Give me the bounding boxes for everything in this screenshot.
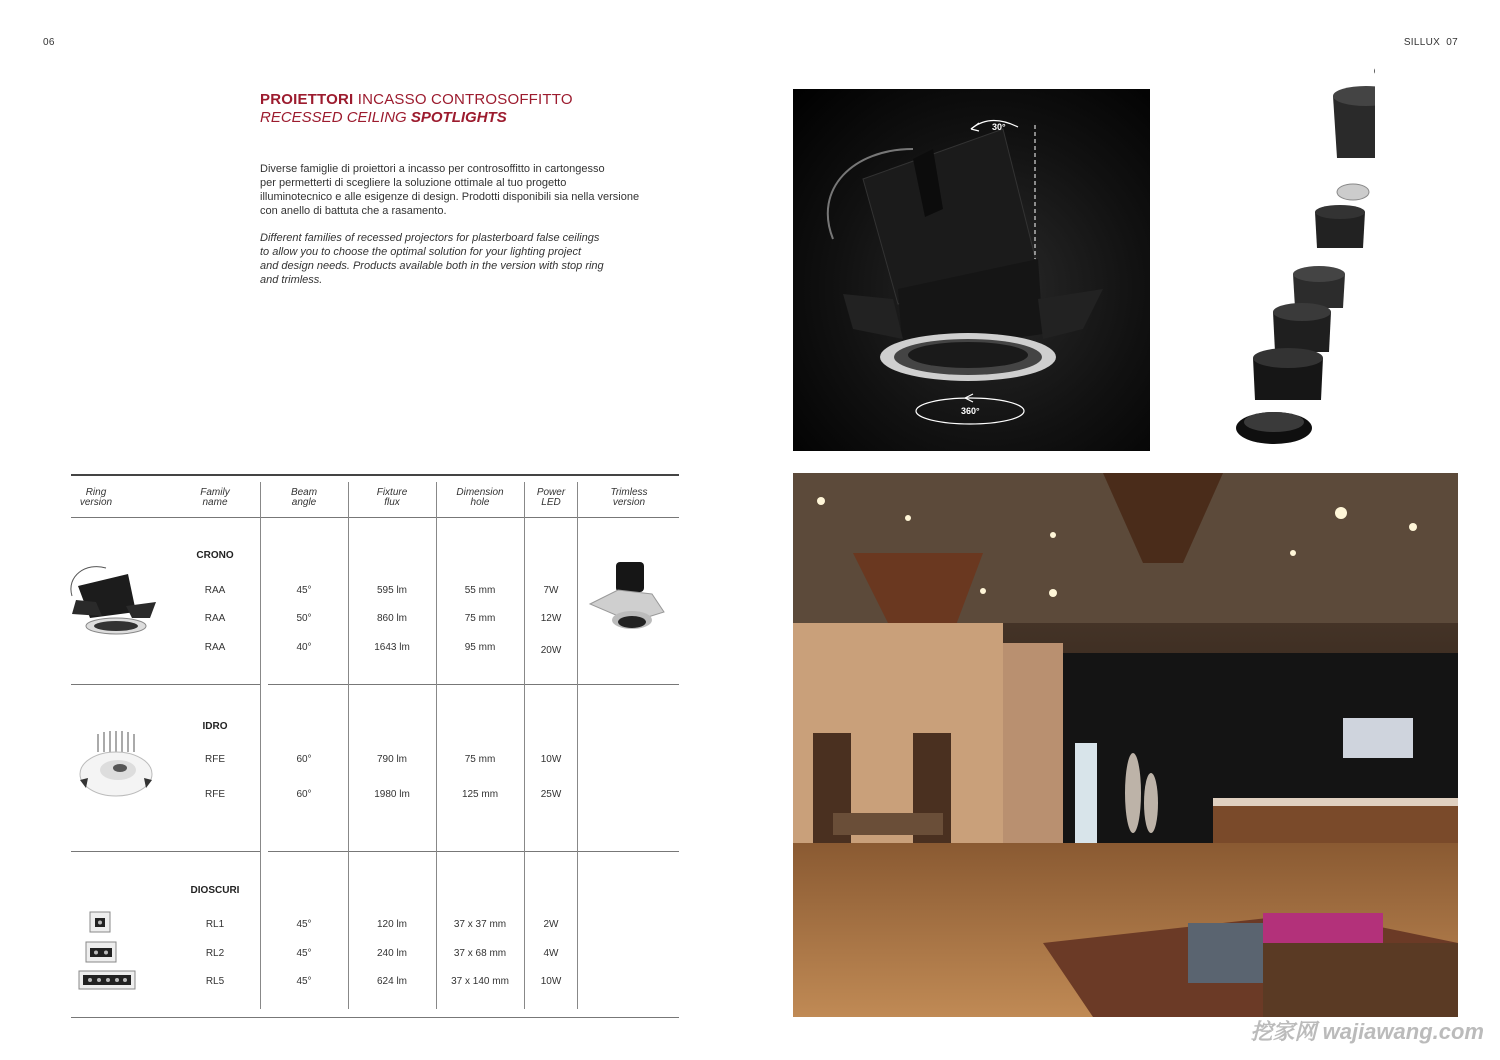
header-dimension-hole <box>440 488 520 508</box>
dioscuri-rl2-image <box>85 941 117 963</box>
header-rule <box>71 517 679 518</box>
cell-beam: 45° <box>296 976 312 987</box>
column-divider <box>524 482 525 1009</box>
cell-power: 2W <box>543 919 559 930</box>
cell-power: 12W <box>540 613 562 624</box>
intro-en-line: Different families of recessed projectors for plasterboard false ceilings <box>260 232 600 244</box>
header-line: angle <box>291 497 317 508</box>
family-dioscuri: DIOSCURI <box>190 885 240 896</box>
cell-hole: 95 mm <box>464 642 496 653</box>
intro-english <box>260 231 680 287</box>
rotation-label: 360° <box>961 406 980 416</box>
cell-flux: 624 lm <box>376 976 407 987</box>
cell-code: RL5 <box>205 976 225 987</box>
cell-code: RAA <box>204 613 226 624</box>
cell-power: 7W <box>543 585 559 596</box>
header-line: Fixture <box>376 487 408 498</box>
cell-beam: 45° <box>296 948 312 959</box>
header-line: hole <box>470 497 490 508</box>
spotlight-illustration <box>793 89 1150 451</box>
cell-flux: 1643 lm <box>374 642 410 653</box>
heading-italian <box>260 91 573 108</box>
table-top-rule <box>71 474 679 476</box>
page-number-left: 06 <box>43 37 55 48</box>
heading-english <box>260 109 507 126</box>
cell-code: RAA <box>204 585 226 596</box>
cell-code: RFE <box>205 754 225 765</box>
header-fixture-flux <box>352 488 432 508</box>
intro-it-line: per permetterti di scegliere la soluzione ottimale al tuo progetto <box>260 177 567 189</box>
column-divider <box>348 482 349 1009</box>
header-ring-version <box>68 488 124 508</box>
header-line: name <box>202 497 228 508</box>
header-beam-angle <box>264 488 344 508</box>
cell-power: 10W <box>540 976 562 987</box>
intro-it-line: illuminotecnico e alle esigenze di design. Prodotti disponibili sia nella versione <box>260 191 640 203</box>
cell-hole: 55 mm <box>464 585 496 596</box>
dioscuri-rl1-image <box>89 911 111 933</box>
section-rule <box>71 851 260 852</box>
cell-flux: 120 lm <box>376 919 407 930</box>
cell-code: RAA <box>204 642 226 653</box>
cell-flux: 240 lm <box>376 948 407 959</box>
cell-hole: 37 x 37 mm <box>453 919 507 930</box>
cell-beam: 40° <box>296 642 312 653</box>
cell-hole: 37 x 68 mm <box>453 948 507 959</box>
cell-hole: 125 mm <box>461 789 499 800</box>
watermark: 挖家网 wajiawang.com <box>1250 1019 1484 1044</box>
cell-flux: 790 lm <box>376 754 407 765</box>
header-trimless-version <box>589 488 669 508</box>
cell-power: 25W <box>540 789 562 800</box>
intro-en-line: and trimless. <box>260 274 323 286</box>
column-divider <box>260 482 261 1009</box>
cell-beam: 45° <box>296 919 312 930</box>
intro-it-line: Diverse famiglie di proiettori a incasso per controsoffitto in cartongesso <box>260 163 605 175</box>
cell-hole: 37 x 140 mm <box>451 976 509 987</box>
cell-hole: 75 mm <box>464 754 496 765</box>
column-divider <box>436 482 437 1009</box>
heading-italian-bold: PROIETTORI <box>260 91 354 108</box>
intro-en-line: to allow you to choose the optimal solution for your lighting project <box>260 246 582 258</box>
header-line: LED <box>541 497 561 508</box>
cell-beam: 60° <box>296 789 312 800</box>
brand-name: SILLUX <box>1403 37 1441 48</box>
page-header-right <box>1404 37 1458 48</box>
header-line: flux <box>384 497 400 508</box>
cell-flux: 860 lm <box>376 613 407 624</box>
cell-flux: 1980 lm <box>374 789 410 800</box>
table-bottom-rule <box>71 1017 679 1018</box>
cell-power: 4W <box>543 948 559 959</box>
header-line: Dimension <box>456 487 504 498</box>
cell-code: RL2 <box>205 948 225 959</box>
header-line: Power <box>536 487 566 498</box>
crono-trimless-product-image <box>588 560 670 638</box>
cell-flux: 595 lm <box>376 585 407 596</box>
header-line: Beam <box>290 487 318 498</box>
intro-it-line: con anello di battuta che a rasamento. <box>260 205 447 217</box>
family-crono: CRONO <box>196 550 234 561</box>
cell-hole: 75 mm <box>464 613 496 624</box>
crono-ring-product-image <box>66 556 162 640</box>
heading-italian-rest: INCASSO CONTROSOFFITTO <box>353 91 573 108</box>
idro-ring-product-image <box>76 728 156 804</box>
header-family-name <box>185 488 245 508</box>
hotel-lobby-photo <box>793 473 1458 1017</box>
intro-italian <box>260 162 680 218</box>
dioscuri-rl5-image <box>78 970 136 990</box>
page-number-right: 07 <box>1446 37 1458 48</box>
cell-beam: 50° <box>296 613 312 624</box>
header-line: Family <box>200 487 230 498</box>
family-idro: IDRO <box>202 721 228 732</box>
header-line: version <box>612 497 646 508</box>
section-rule <box>268 851 679 852</box>
exploded-view-illustration <box>1225 62 1375 454</box>
spotlight-photo <box>793 89 1150 451</box>
intro-en-line: and design needs. Products available both in the version with stop ring <box>260 260 604 272</box>
section-rule <box>71 684 260 685</box>
cell-beam: 60° <box>296 754 312 765</box>
cell-code: RL1 <box>205 919 225 930</box>
cell-power: 20W <box>540 645 562 656</box>
column-divider <box>577 482 578 1009</box>
cell-beam: 45° <box>296 585 312 596</box>
heading-english-bold: SPOTLIGHTS <box>410 109 507 126</box>
cell-power: 10W <box>540 754 562 765</box>
tilt-label: 30° <box>992 122 1006 132</box>
heading-english-rest: RECESSED CEILING <box>260 109 411 126</box>
header-line: Ring <box>85 487 107 498</box>
section-rule <box>268 684 679 685</box>
cell-code: RFE <box>205 789 225 800</box>
header-line: version <box>79 497 113 508</box>
lobby-illustration <box>793 473 1458 1017</box>
header-power-led <box>526 488 576 508</box>
header-line: Trimless <box>610 487 648 498</box>
